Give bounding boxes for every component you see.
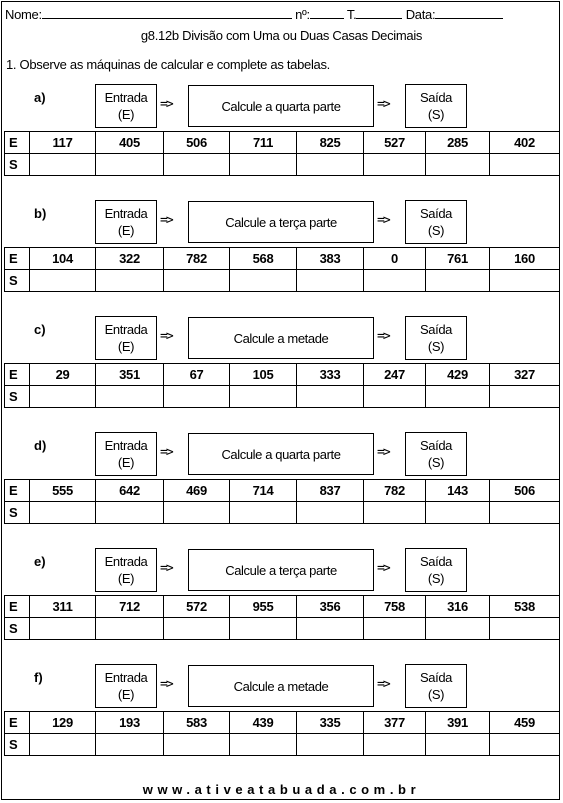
input-value-cell: 538 (490, 596, 560, 618)
answer-cell[interactable] (297, 154, 364, 176)
answer-cell[interactable] (490, 618, 560, 640)
input-value-cell: 642 (96, 480, 164, 502)
answer-cell[interactable] (297, 386, 364, 408)
operation-box: Calcule a quarta parte (188, 433, 374, 475)
input-value-cell: 782 (364, 480, 426, 502)
answer-cell[interactable] (490, 154, 560, 176)
answer-cell[interactable] (490, 270, 560, 292)
output-row (5, 154, 560, 176)
answer-cell[interactable] (96, 734, 164, 756)
output-box-symbol: (S) (427, 571, 445, 586)
output-box (405, 316, 467, 360)
answer-cell[interactable] (297, 734, 364, 756)
input-row-label: E (5, 132, 30, 154)
output-box (405, 548, 467, 592)
answer-cell[interactable] (230, 386, 297, 408)
answer-cell[interactable] (426, 154, 490, 176)
input-value-cell: 104 (30, 248, 96, 270)
input-value-cell: 160 (490, 248, 560, 270)
footer-url: www.ativeatabuada.com.br (142, 782, 421, 797)
input-value-cell: 429 (426, 364, 490, 386)
input-value-cell: 105 (230, 364, 297, 386)
output-box-symbol: (S) (427, 107, 445, 122)
answer-cell[interactable] (426, 502, 490, 524)
name-field[interactable] (42, 6, 292, 19)
input-box-label: Entrada (104, 90, 148, 105)
answer-cell[interactable] (164, 502, 230, 524)
answer-cell[interactable] (490, 502, 560, 524)
answer-cell[interactable] (297, 270, 364, 292)
operation-box: Calcule a terça parte (188, 549, 374, 591)
answer-cell[interactable] (96, 386, 164, 408)
input-value-cell: 193 (96, 712, 164, 734)
output-row (5, 386, 560, 408)
answer-cell[interactable] (364, 270, 426, 292)
input-value-cell: 469 (164, 480, 230, 502)
output-row (5, 502, 560, 524)
answer-cell[interactable] (96, 502, 164, 524)
input-value-cell: 327 (490, 364, 560, 386)
answer-cell[interactable] (426, 618, 490, 640)
arrow-icon: => (377, 329, 389, 344)
answer-cell[interactable] (230, 502, 297, 524)
answer-cell[interactable] (230, 618, 297, 640)
section-label: d) (34, 438, 47, 453)
input-value-cell: 955 (230, 596, 297, 618)
answer-cell[interactable] (426, 734, 490, 756)
arrow-icon: => (160, 213, 172, 228)
input-value-cell: 247 (364, 364, 426, 386)
section-label: c) (34, 322, 46, 337)
input-row (5, 132, 560, 154)
input-value-cell: 285 (426, 132, 490, 154)
answer-cell[interactable] (30, 270, 96, 292)
output-row-label: S (5, 618, 30, 640)
input-row (5, 364, 560, 386)
input-value-cell: 506 (164, 132, 230, 154)
input-value-cell: 356 (297, 596, 364, 618)
input-value-cell: 568 (230, 248, 297, 270)
answer-cell[interactable] (96, 270, 164, 292)
input-value-cell: 335 (297, 712, 364, 734)
input-value-cell: 825 (297, 132, 364, 154)
input-value-cell: 506 (490, 480, 560, 502)
input-row-label: E (5, 596, 30, 618)
answer-cell[interactable] (297, 502, 364, 524)
input-row-label: E (5, 248, 30, 270)
io-table (4, 595, 560, 640)
arrow-icon: => (377, 677, 389, 692)
answer-cell[interactable] (364, 618, 426, 640)
section-label: f) (34, 670, 43, 685)
section-label: b) (34, 206, 47, 221)
input-value-cell: 402 (490, 132, 560, 154)
class-label: T. (346, 7, 357, 22)
input-value-cell: 322 (96, 248, 164, 270)
answer-cell[interactable] (164, 618, 230, 640)
input-box-label: Entrada (104, 322, 148, 337)
answer-cell[interactable] (30, 386, 96, 408)
input-value-cell: 377 (364, 712, 426, 734)
input-value-cell: 351 (96, 364, 164, 386)
input-box (95, 84, 157, 128)
input-value-cell: 714 (230, 480, 297, 502)
output-box-label: Saída (420, 322, 452, 337)
input-box-symbol: (E) (117, 687, 135, 702)
output-box-label: Saída (420, 438, 452, 453)
number-field[interactable] (310, 6, 344, 19)
input-box (95, 548, 157, 592)
section-label: e) (34, 554, 46, 569)
input-box (95, 200, 157, 244)
operation-box: Calcule a quarta parte (188, 85, 374, 127)
input-box-symbol: (E) (117, 339, 135, 354)
output-box (405, 200, 467, 244)
output-box (405, 432, 467, 476)
output-box (405, 84, 467, 128)
io-table (4, 363, 560, 408)
answer-cell[interactable] (164, 154, 230, 176)
arrow-icon: => (377, 445, 389, 460)
input-value-cell: 383 (297, 248, 364, 270)
input-value-cell: 761 (426, 248, 490, 270)
io-table (4, 479, 560, 524)
io-table (4, 247, 560, 292)
input-row (5, 248, 560, 270)
input-value-cell: 837 (297, 480, 364, 502)
output-row-label: S (5, 154, 30, 176)
operation-box: Calcule a metade (188, 317, 374, 359)
output-row-label: S (5, 270, 30, 292)
input-value-cell: 143 (426, 480, 490, 502)
output-box (405, 664, 467, 708)
answer-cell[interactable] (364, 734, 426, 756)
output-box-symbol: (S) (427, 339, 445, 354)
answer-cell[interactable] (297, 618, 364, 640)
input-value-cell: 0 (364, 248, 426, 270)
arrow-icon: => (160, 445, 172, 460)
input-value-cell: 67 (164, 364, 230, 386)
output-box-label: Saída (420, 90, 452, 105)
input-box-label: Entrada (104, 206, 148, 221)
date-label: Data: (405, 7, 436, 22)
input-value-cell: 391 (426, 712, 490, 734)
answer-cell[interactable] (426, 386, 490, 408)
input-box (95, 664, 157, 708)
input-value-cell: 439 (230, 712, 297, 734)
input-value-cell: 555 (30, 480, 96, 502)
name-label: Nome: (5, 7, 42, 22)
arrow-icon: => (160, 329, 172, 344)
answer-cell[interactable] (30, 618, 96, 640)
input-box (95, 316, 157, 360)
answer-cell[interactable] (490, 734, 560, 756)
answer-cell[interactable] (364, 502, 426, 524)
student-header (5, 6, 503, 22)
input-box-symbol: (E) (117, 455, 135, 470)
output-box-symbol: (S) (427, 687, 445, 702)
output-box-label: Saída (420, 670, 452, 685)
worksheet-title: g8.12b Divisão com Uma ou Duas Casas Decimais (140, 28, 423, 43)
input-value-cell: 711 (230, 132, 297, 154)
input-row-label: E (5, 712, 30, 734)
answer-cell[interactable] (490, 386, 560, 408)
input-value-cell: 129 (30, 712, 96, 734)
input-box-label: Entrada (104, 554, 148, 569)
io-table (4, 711, 560, 756)
answer-cell[interactable] (30, 154, 96, 176)
operation-box: Calcule a metade (188, 665, 374, 707)
output-box-symbol: (S) (427, 223, 445, 238)
answer-cell[interactable] (164, 386, 230, 408)
input-box-symbol: (E) (117, 107, 135, 122)
input-row (5, 480, 560, 502)
input-value-cell: 527 (364, 132, 426, 154)
output-box-label: Saída (420, 554, 452, 569)
input-value-cell: 311 (30, 596, 96, 618)
input-value-cell: 583 (164, 712, 230, 734)
input-box-label: Entrada (104, 670, 148, 685)
input-value-cell: 117 (30, 132, 96, 154)
input-value-cell: 316 (426, 596, 490, 618)
input-value-cell: 712 (96, 596, 164, 618)
answer-cell[interactable] (364, 154, 426, 176)
input-row-label: E (5, 480, 30, 502)
answer-cell[interactable] (30, 734, 96, 756)
class-field[interactable] (356, 6, 402, 19)
input-value-cell: 572 (164, 596, 230, 618)
input-value-cell: 405 (96, 132, 164, 154)
answer-cell[interactable] (96, 618, 164, 640)
output-box-label: Saída (420, 206, 452, 221)
answer-cell[interactable] (164, 270, 230, 292)
arrow-icon: => (377, 561, 389, 576)
arrow-icon: => (377, 213, 389, 228)
input-value-cell: 758 (364, 596, 426, 618)
output-row-label: S (5, 386, 30, 408)
answer-cell[interactable] (30, 502, 96, 524)
input-value-cell: 29 (30, 364, 96, 386)
output-row (5, 734, 560, 756)
answer-cell[interactable] (230, 270, 297, 292)
output-row-label: S (5, 734, 30, 756)
arrow-icon: => (160, 561, 172, 576)
answer-cell[interactable] (426, 270, 490, 292)
input-row (5, 712, 560, 734)
arrow-icon: => (160, 677, 172, 692)
answer-cell[interactable] (364, 386, 426, 408)
input-row-label: E (5, 364, 30, 386)
answer-cell[interactable] (230, 734, 297, 756)
output-row-label: S (5, 502, 30, 524)
input-value-cell: 782 (164, 248, 230, 270)
answer-cell[interactable] (96, 154, 164, 176)
input-value-cell: 333 (297, 364, 364, 386)
input-box-label: Entrada (104, 438, 148, 453)
output-box-symbol: (S) (427, 455, 445, 470)
instruction-text: 1. Observe as máquinas de calcular e complete as tabelas. (6, 57, 330, 72)
output-row (5, 270, 560, 292)
input-box-symbol: (E) (117, 571, 135, 586)
answer-cell[interactable] (164, 734, 230, 756)
input-value-cell: 459 (490, 712, 560, 734)
input-box-symbol: (E) (117, 223, 135, 238)
number-label: nº: (295, 7, 310, 22)
date-field[interactable] (435, 6, 503, 19)
arrow-icon: => (377, 97, 389, 112)
input-row (5, 596, 560, 618)
operation-box: Calcule a terça parte (188, 201, 374, 243)
arrow-icon: => (160, 97, 172, 112)
input-box (95, 432, 157, 476)
section-label: a) (34, 90, 46, 105)
output-row (5, 618, 560, 640)
io-table (4, 131, 560, 176)
answer-cell[interactable] (230, 154, 297, 176)
